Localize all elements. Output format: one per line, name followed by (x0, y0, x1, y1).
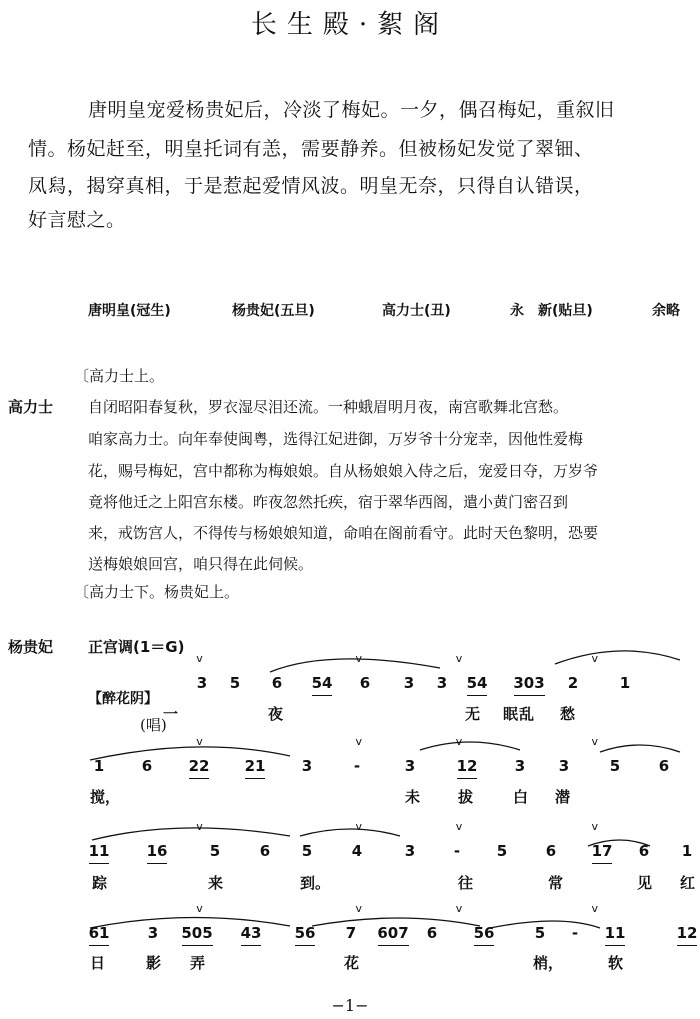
gao-line-4: 竟将他迁之上阳宫东楼。昨夜忽然托疾，宿于翠华西阁，遣小黄门密召到 (88, 493, 569, 511)
note-row3-0: 11 (88, 842, 110, 860)
note-row4-5: 7 (345, 924, 357, 942)
note-row1-4: 6 (359, 674, 371, 692)
note-row1-9: 2 (567, 674, 579, 692)
note-row2-2: 22 (188, 757, 210, 775)
note-row2-0: 1 (93, 757, 105, 775)
breath-mark-row2-1: v (355, 735, 363, 748)
note-row2-5: - (353, 757, 361, 775)
stage-direction-enter: 〔高力士上。 (74, 367, 165, 385)
breath-mark-row3-3: v (591, 820, 599, 833)
breath-mark-row1-0: v (196, 652, 203, 665)
note-row1-2: 6 (271, 674, 283, 692)
cast-tang: 唐明皇(冠生) (88, 303, 171, 319)
breath-mark-row4-1: v (355, 902, 363, 915)
speaker-yang: 杨贵妃 (8, 638, 54, 656)
note-row1-10: 1 (619, 674, 631, 692)
cast-gao: 高力士(丑) (382, 303, 451, 319)
cast-rest: 余略 (652, 303, 680, 319)
note-row1-1: 5 (229, 674, 241, 692)
note-row3-9: 6 (545, 842, 557, 860)
breath-mark-row3-0: v (196, 820, 203, 833)
key-signature: 正宫调(1＝G) (88, 638, 185, 656)
lyric-row3-2: 到。 (300, 874, 331, 892)
note-row1-8: 303 (513, 674, 545, 692)
intro-line-1: 唐明皇宠爱杨贵妃后，冷淡了梅妃。一夕，偶召梅妃，重叙旧 (88, 99, 615, 121)
stage-direction-exit: 〔高力士下。杨贵妃上。 (74, 583, 240, 601)
lyric-row3-3: 往 (458, 874, 474, 892)
note-row2-4: 3 (301, 757, 313, 775)
note-row2-9: 3 (558, 757, 570, 775)
intro-line-3: 凤舄，揭穿真相，于是惹起爱情风波。明皇无奈，只得自认错误， (28, 175, 594, 197)
note-row3-3: 6 (259, 842, 271, 860)
breath-mark-row3-1: v (355, 820, 363, 833)
lyric-row4-2: 弄 (190, 954, 206, 972)
note-row3-2: 5 (209, 842, 221, 860)
note-row4-1: 3 (147, 924, 159, 942)
lyric-row1-1: 夜 (268, 705, 284, 723)
lyric-row4-3: 花 (344, 954, 360, 972)
note-row4-2: 505 (181, 924, 213, 942)
note-row2-8: 3 (514, 757, 526, 775)
note-row4-10: - (571, 924, 579, 942)
note-row3-12: 1 (681, 842, 693, 860)
cast-yongxin: 永 新(贴旦) (510, 303, 593, 319)
note-row1-5: 3 (403, 674, 415, 692)
sing-marker: (唱) (140, 716, 167, 734)
note-row4-3: 43 (240, 924, 262, 942)
gao-line-5: 来，戒饬宫人，不得传与杨娘娘知道，命咱在阁前看守。此时天色黎明，恐要 (88, 524, 599, 542)
intro-line-4: 好言慰之。 (28, 209, 126, 231)
gao-line-2: 咱家高力士。向年奉使闽粤，选得江妃进御，万岁爷十分宠幸，因他性爱梅 (88, 430, 584, 448)
lyric-row2-1: 未 (405, 788, 421, 806)
note-row2-6: 3 (404, 757, 416, 775)
lyric-row2-4: 潜 (555, 788, 571, 806)
note-row1-7: 54 (466, 674, 488, 692)
lyric-row3-4: 常 (548, 874, 564, 892)
lyric-row1-4: 乱 (519, 705, 535, 723)
note-row4-8: 56 (473, 924, 495, 942)
gao-line-3: 花，赐号梅妃，宫中都称为梅娘娘。自从杨娘娘入侍之后，宠爱日夺，万岁爷 (88, 462, 599, 480)
note-row4-9: 5 (534, 924, 546, 942)
note-row3-10: 17 (591, 842, 613, 860)
breath-mark-row4-3: v (591, 902, 599, 915)
breath-mark-row2-0: v (196, 735, 203, 748)
note-row4-0: 61 (88, 924, 110, 942)
note-row4-6: 607 (377, 924, 409, 942)
intro-line-2: 情。杨妃赶至，明皇托词有恙，需要静养。但被杨妃发觉了翠钿、 (28, 138, 594, 160)
lyric-row4-4: 梢， (533, 954, 564, 972)
note-row3-7: - (453, 842, 461, 860)
breath-mark-row4-2: v (455, 902, 463, 915)
note-row2-1: 6 (141, 757, 153, 775)
lyric-row2-0: 搅， (90, 788, 121, 806)
note-row1-0: 3 (196, 674, 208, 692)
note-row2-11: 6 (658, 757, 670, 775)
tune-name: 【醉花阴】 (88, 691, 158, 707)
lyric-row3-6: 红 (680, 874, 696, 892)
note-row3-6: 3 (404, 842, 416, 860)
page-number: −1− (331, 996, 369, 1015)
lyric-row3-5: 见 (637, 874, 653, 892)
lyric-row3-1: 来 (208, 874, 224, 892)
note-row1-3: 54 (311, 674, 333, 692)
note-row1-6: 3 (436, 674, 448, 692)
lyric-row1-2: 无 (465, 705, 481, 723)
note-row4-4: 56 (294, 924, 316, 942)
breath-mark-row1-3: v (591, 652, 599, 665)
speaker-gao: 高力士 (8, 398, 54, 416)
breath-mark-row3-2: v (455, 820, 463, 833)
gao-line-1: 自闭昭阳春复秋，罗衣湿尽泪还流。一种蛾眉明月夜，南宫歌舞北宫愁。 (88, 398, 569, 416)
lyric-row1-0: 一 (163, 705, 179, 723)
note-row2-10: 5 (609, 757, 621, 775)
note-row4-11: 11 (604, 924, 626, 942)
breath-mark-row1-2: v (455, 652, 463, 665)
breath-mark-row4-0: v (196, 902, 203, 915)
lyric-row3-0: 踪 (92, 874, 108, 892)
note-row4-7: 6 (426, 924, 438, 942)
note-row3-8: 5 (496, 842, 508, 860)
lyric-row2-3: 白 (513, 788, 529, 806)
page-title: 长生殿·絮阁 (250, 10, 450, 40)
lyric-row1-5: 愁 (560, 705, 576, 723)
breath-mark-row2-2: v (455, 735, 463, 748)
note-row3-1: 16 (146, 842, 168, 860)
note-row3-11: 6 (638, 842, 650, 860)
cast-yang: 杨贵妃(五旦) (232, 303, 315, 319)
note-row3-5: 4 (351, 842, 363, 860)
lyric-row4-0: 日 (90, 954, 106, 972)
lyric-row2-2: 拔 (458, 788, 474, 806)
note-row4-12: 12 (676, 924, 698, 942)
lyric-row4-1: 影 (146, 954, 162, 972)
gao-line-6: 送梅娘娘回宫，咱只得在此伺候。 (88, 555, 314, 573)
breath-mark-row2-3: v (591, 735, 599, 748)
note-row2-3: 21 (244, 757, 266, 775)
note-row2-7: 12 (456, 757, 478, 775)
breath-mark-row1-1: v (355, 652, 363, 665)
lyric-row1-3: 眠 (503, 705, 519, 723)
lyric-row4-5: 软 (608, 954, 624, 972)
note-row3-4: 5 (301, 842, 313, 860)
